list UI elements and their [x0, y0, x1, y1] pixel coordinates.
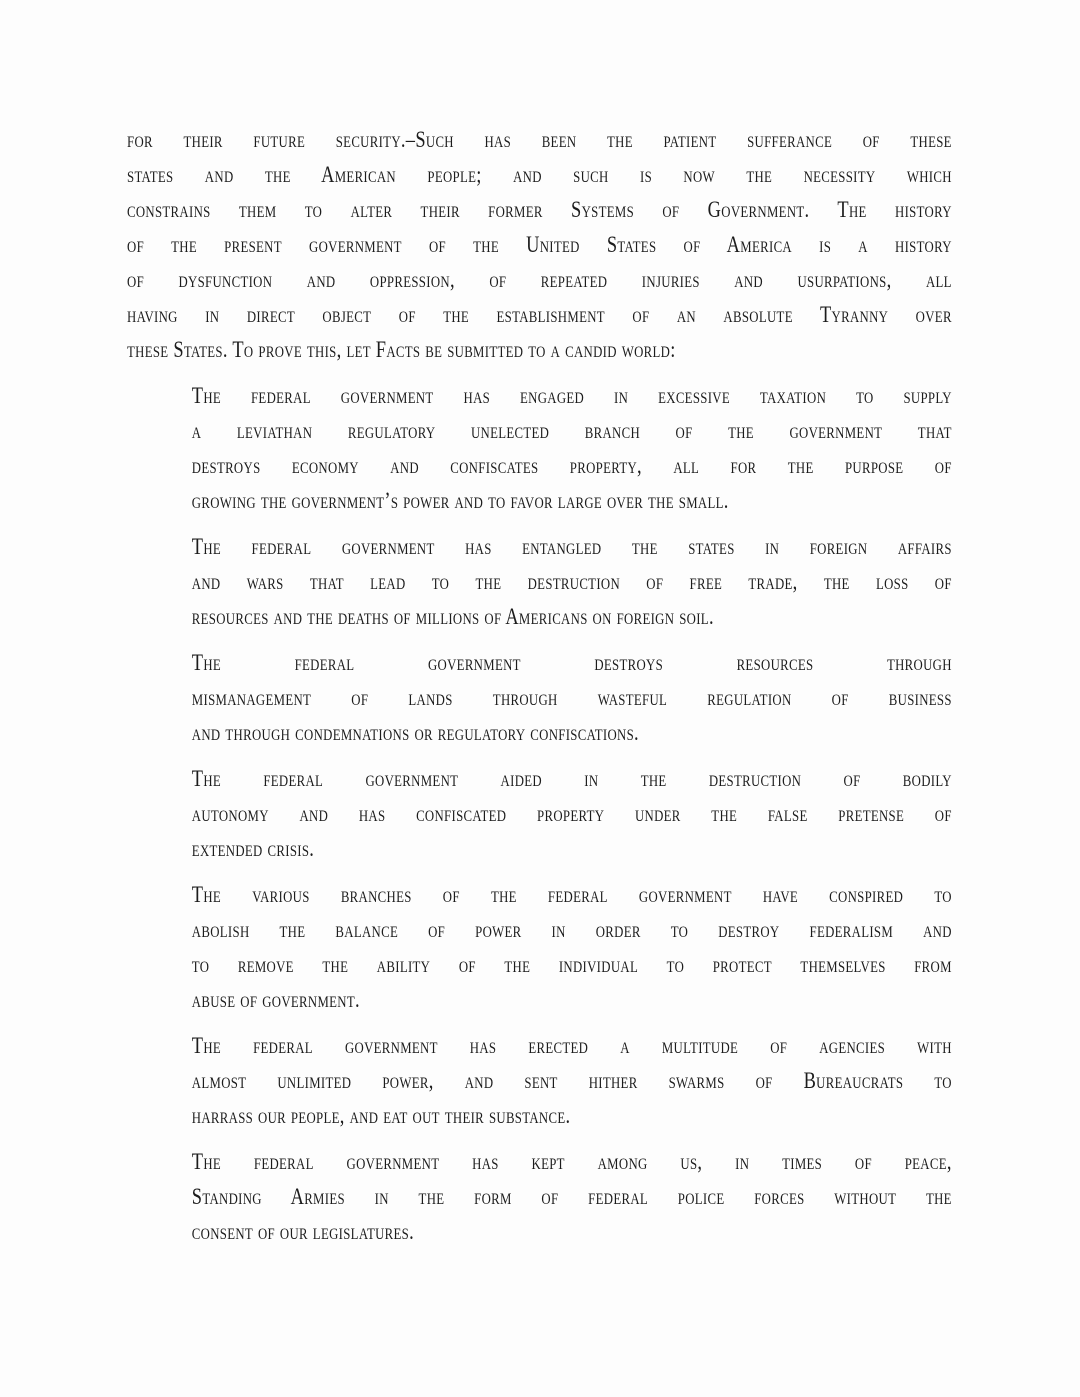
- text-line: to remove the ability of the individual to protect themselves from: [191, 952, 952, 977]
- text-line: The federal government has kept among us, in times of peace,: [191, 1149, 952, 1174]
- text-line: almost unlimited power, and sent hither swarms of Bureaucrats to: [191, 1068, 952, 1093]
- text-line: consent of our legislatures.: [191, 1219, 415, 1244]
- text-line: abolish the balance of power in order to destroy federalism and: [191, 917, 952, 942]
- text-line: and through condemnations or regulatory confiscations.: [191, 720, 639, 745]
- text-line: of dysfunction and oppression, of repeated injuries and usurpations, all: [127, 267, 952, 292]
- text-line: The federal government has entangled the states in foreign affairs: [191, 534, 952, 559]
- text-line: autonomy and has confiscated property under the false pretense of: [191, 801, 952, 826]
- text-line: abuse of government.: [191, 987, 360, 1012]
- text-line: destroys economy and confiscates property, all for the purpose of: [191, 453, 952, 478]
- grievance-paragraph: [127, 1028, 952, 1133]
- text-line: mismanagement of lands through wasteful regulation of business: [191, 685, 952, 710]
- grievance-paragraph: [127, 529, 952, 634]
- text-line: constrains them to alter their former Systems of Government. The history: [127, 197, 952, 222]
- text-line: resources and the deaths of millions of Americans on foreign soil.: [191, 604, 714, 629]
- grievance-paragraph: [127, 1144, 952, 1249]
- grievance-paragraph: [127, 877, 952, 1017]
- text-line: The federal government has erected a multitude of agencies with: [191, 1033, 952, 1058]
- text-line: extended crisis.: [191, 836, 315, 861]
- text-line: The federal government has engaged in excessive taxation to supply: [191, 383, 952, 408]
- text-line: growing the government’s power and to favor large over the small.: [191, 488, 729, 513]
- text-line: Standing Armies in the form of federal police forces without the: [191, 1184, 952, 1209]
- grievance-paragraph: [127, 645, 952, 750]
- grievances-list: [127, 378, 952, 1249]
- grievance-paragraph: [127, 378, 952, 518]
- text-line: having in direct object of the establishment of an absolute Tyranny over: [127, 302, 952, 327]
- text-line: of the present government of the United States of America is a history: [127, 232, 952, 257]
- grievance-paragraph: [127, 761, 952, 866]
- text-line: a leviathan regulatory unelected branch of the government that: [191, 418, 952, 443]
- text-line: The federal government aided in the destruction of bodily: [191, 766, 952, 791]
- text-line: these States. To prove this, let Facts be submitted to a candid world:: [127, 337, 676, 362]
- intro-paragraph: [127, 122, 952, 367]
- text-line: for their future security.–Such has been the patient sufferance of these: [127, 127, 952, 152]
- text-line: The federal government destroys resources through: [191, 650, 952, 675]
- document-text: [127, 122, 952, 1249]
- text-line: The various branches of the federal government have conspired to: [191, 882, 952, 907]
- text-line: harrass our people, and eat out their substance.: [191, 1103, 571, 1128]
- text-line: states and the American people; and such is now the necessity which: [127, 162, 952, 187]
- text-line: and wars that lead to the destruction of free trade, the loss of: [191, 569, 952, 594]
